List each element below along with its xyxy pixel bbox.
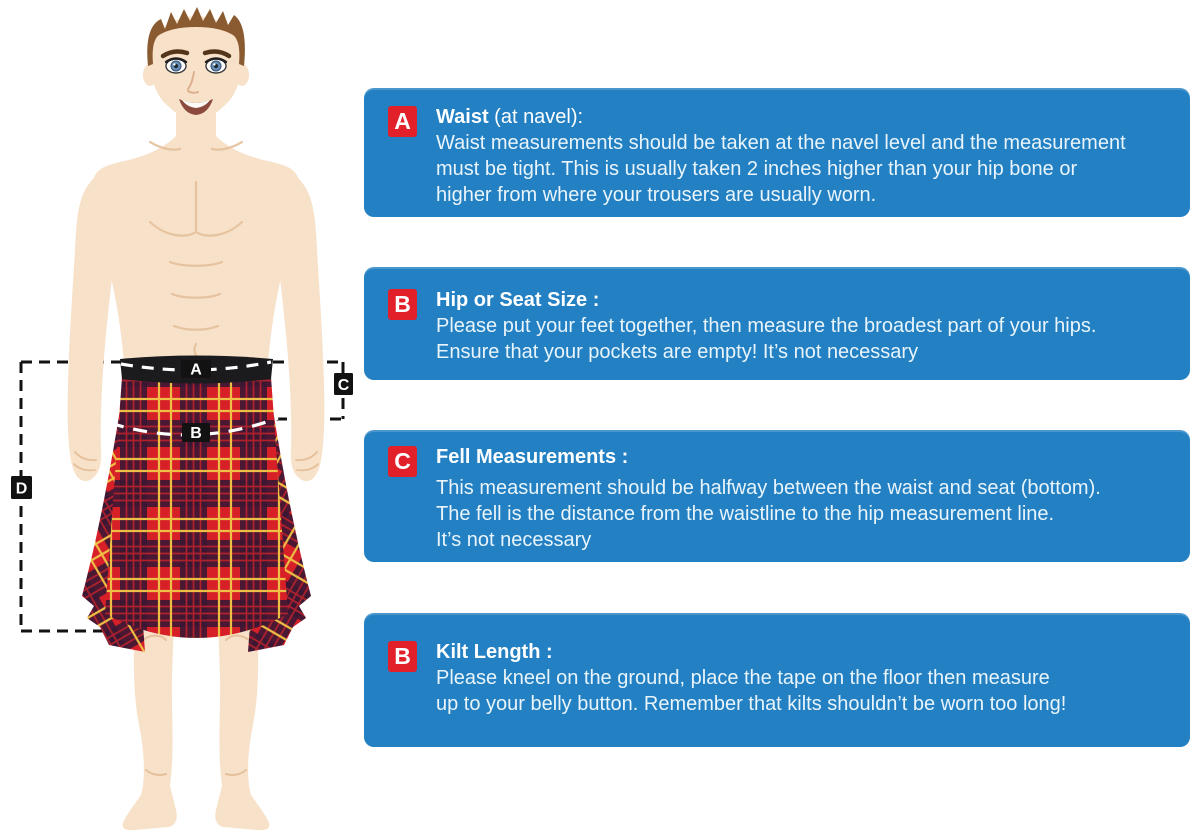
left-arm (68, 177, 119, 481)
kilt (82, 356, 311, 653)
panel-title-fell: Fell Measurements : (436, 446, 629, 468)
info-panel-hip (364, 267, 1190, 380)
panel-text-kilt-length (436, 639, 1170, 717)
info-panel-waist (364, 88, 1190, 217)
svg-text:B: B (190, 425, 202, 442)
man-in-kilt-illustration (0, 0, 360, 832)
panel-badge-c: C (388, 446, 417, 477)
kilt-measurement-figure (0, 0, 360, 832)
panel-title-waist: Waist (at navel): (436, 106, 584, 128)
right-eye (206, 59, 226, 74)
kilt-apron (105, 377, 288, 638)
panel-body-line: Ensure that your pockets are empty! It’s not necessary (436, 341, 919, 363)
torso (92, 130, 300, 363)
marker-a (181, 360, 211, 379)
panel-body-line: This measurement should be halfway between the waist and seat (bottom). (436, 477, 1101, 499)
panel-title-kilt-length: Kilt Length : (436, 641, 553, 663)
panel-text-waist (436, 104, 1170, 208)
marker-d (11, 476, 32, 499)
svg-text:D: D (15, 480, 28, 498)
panel-body-line: The fell is the distance from the waistline to the hip measurement line. (436, 503, 1055, 525)
panel-badge-a: A (388, 106, 417, 137)
marker-c (334, 373, 353, 395)
panel-title-hip: Hip or Seat Size : (436, 289, 600, 311)
panel-body-line: up to your belly button. Remember that kilts shouldn’t be worn too long! (436, 693, 1067, 715)
panel-body-line: Please kneel on the ground, place the tape on the floor then measure (436, 667, 1050, 689)
right-arm (274, 177, 325, 481)
panel-badge-b2: B (388, 641, 417, 672)
panel-body-line: must be tight. This is usually taken 2 inches higher than your hip bone or (436, 158, 1078, 180)
panel-body-line: It’s not necessary (436, 529, 592, 551)
head-group (143, 7, 249, 150)
left-eye (166, 59, 186, 74)
panel-body-line: higher from where your trousers are usually worn. (436, 184, 877, 206)
marker-b (182, 423, 210, 442)
svg-text:C: C (337, 377, 350, 394)
svg-text:A: A (190, 361, 202, 379)
panel-body-line: Please put your feet together, then measure the broadest part of your hips. (436, 315, 1097, 337)
panel-body-line: Waist measurements should be taken at the navel level and the measurement (436, 132, 1126, 154)
info-panel-fell (364, 430, 1190, 562)
panel-text-fell (436, 444, 1170, 553)
info-panel-kilt-length (364, 613, 1190, 747)
panel-badge-b: B (388, 289, 417, 320)
panel-text-hip (436, 287, 1170, 365)
